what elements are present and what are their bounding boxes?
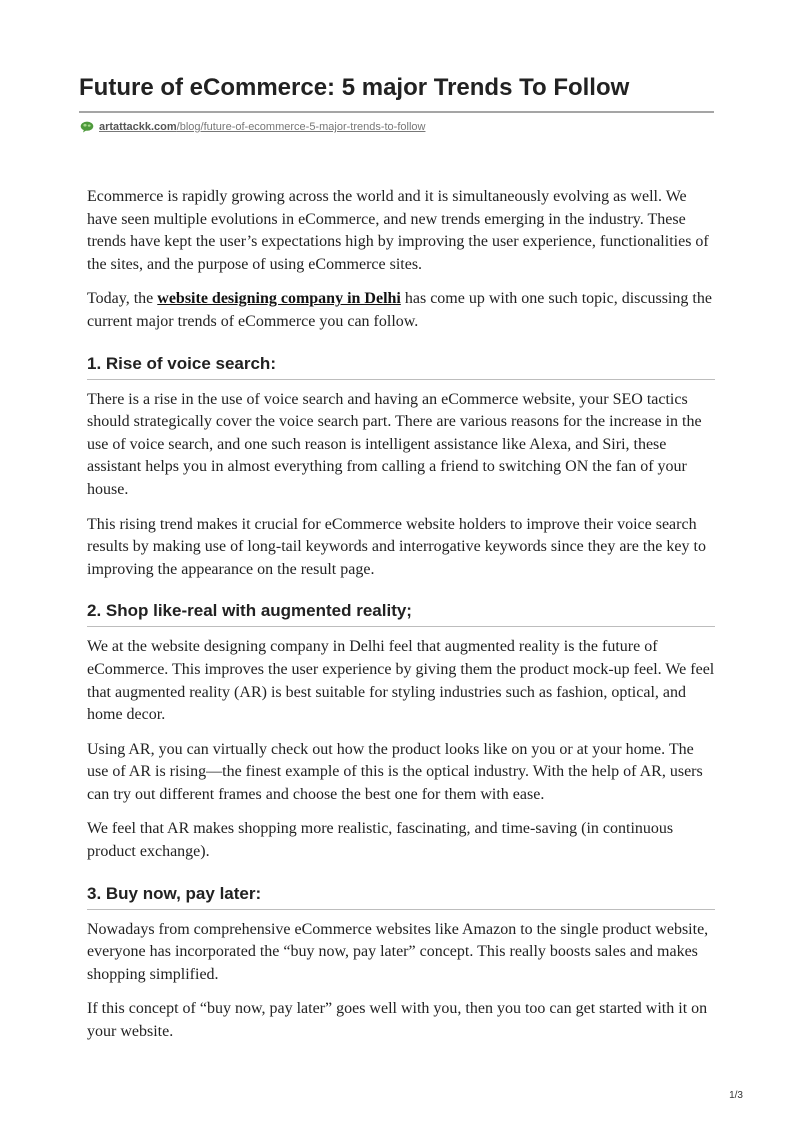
source-domain: artattackk.com: [99, 121, 177, 133]
site-logo-icon: [80, 121, 94, 133]
section-paragraph: If this concept of “buy now, pay later” goes well with you, then you too can get started with it on your website.: [87, 1000, 708, 1041]
source-path: /blog/future-of-ecommerce-5-major-trends-to-follow: [176, 121, 426, 133]
source-url-line: [80, 119, 425, 135]
section-paragraph: This rising trend makes it crucial for eCommerce website holders to improve their voice search results by making use of long-tail keywords and interrogative keywords since they are the key to improving the appearance on the result page.: [87, 515, 706, 578]
section-heading-augmented-reality: 2. Shop like-real with augmented reality;: [87, 601, 715, 627]
intro-text-before-link: Today, the: [87, 290, 158, 308]
source-url-link[interactable]: [99, 120, 425, 134]
section-paragraph: We at the website designing company in Delhi feel that augmented reality is the future of eCommerce. This improves the user experience by giving them the product mock-up feel. We feel that augmented reality (AR) is best suitable for styling industries such as fashion, optical, and home decor.: [87, 638, 715, 724]
section-heading-buy-now-pay-later: 3. Buy now, pay later:: [87, 884, 715, 910]
article-body: [87, 186, 715, 1056]
section-paragraph: Using AR, you can virtually check out how the product looks like on you or at your home. The use of AR is rising—the finest example of this is the optical industry. With the help of AR, users can try out different frames and choose the best one for them with ease.: [87, 740, 703, 803]
section-paragraph: We feel that AR makes shopping more realistic, fascinating, and time-saving (in continuous product exchange).: [87, 820, 674, 861]
title-divider: [79, 111, 714, 113]
intro-paragraph: Ecommerce is rapidly growing across the world and it is simultaneously evolving as well. We have seen multiple evolutions in eCommerce, and new trends emerging in the industry. These trends have kept the user’s expectations high by improving the user experience, functionalities of the sites, and the purpose of using eCommerce sites.: [87, 188, 709, 273]
section-paragraph: Nowadays from comprehensive eCommerce websites like Amazon to the single product website, everyone has incorporated the “buy now, pay later” concept. This really boosts sales and makes shopping simplified.: [87, 920, 709, 983]
intro-text-after-link: has come up with one such topic, discussing the current major trends of eCommerce you can follow.: [87, 290, 712, 330]
page-number: 1/3: [729, 1090, 743, 1101]
page-title: Future of eCommerce: 5 major Trends To Follow: [79, 74, 630, 101]
section-heading-voice-search: 1. Rise of voice search:: [87, 354, 715, 380]
website-designing-company-link[interactable]: website designing company in Delhi: [157, 290, 401, 308]
intro-paragraph-with-link: [87, 288, 715, 333]
section-paragraph: There is a rise in the use of voice search and having an eCommerce website, your SEO tactics should strategically cover the voice search part. There are various reasons for the increase in the use of voice search, and one such reason is intelligent assistance like Alexa, and Siri, these assistant helps you in almost everything from calling a friend to switching ON the fan of your house.: [87, 390, 702, 498]
